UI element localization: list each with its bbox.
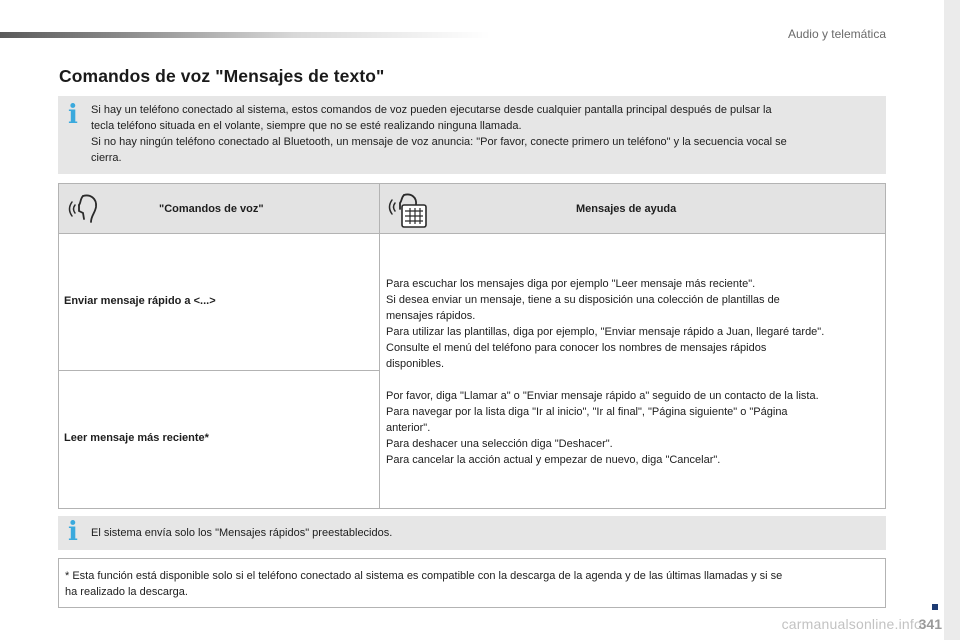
page-number: 341: [918, 616, 942, 632]
header-cell-commands: [59, 184, 379, 233]
help-line: mensajes rápidos.: [386, 310, 476, 322]
footnote-box: [58, 558, 886, 608]
info-line: tecla teléfono situada en el volante, siempre que no se esté realizando ninguna llamada.: [91, 120, 522, 132]
info-line: Si hay un teléfono conectado al sistema, estos comandos de voz pueden ejecutarse desde cualquier pantalla principal después de pulsar la: [91, 104, 772, 116]
footnote-line: ha realizado la descarga.: [65, 586, 188, 598]
table-header-row: [59, 184, 885, 234]
header-help-label: Mensajes de ayuda: [576, 203, 677, 215]
info-text: El sistema envía solo los "Mensajes rápidos" preestablecidos.: [91, 527, 393, 539]
help-line: Para cancelar la acción actual y empezar de nuevo, diga "Cancelar".: [386, 454, 721, 466]
header-gradient-bar: [0, 32, 490, 38]
command-send-quick-message: Enviar mensaje rápido a <...>: [64, 295, 216, 307]
watermark: carmanualsonline.info: [781, 616, 922, 632]
voice-command-icon: [67, 191, 101, 230]
info-line: Si no hay ningún teléfono conectado al Bluetooth, un mensaje de voz anuncia: "Por favor, conecte primero un teléfono" y la secuencia vocal se: [91, 136, 787, 148]
help-text-block: [386, 276, 886, 372]
help-line: Consulte el menú del teléfono para conocer los nombres de mensajes rápidos: [386, 342, 767, 354]
info-box-quick-messages: [58, 516, 886, 550]
column-divider: [379, 184, 380, 508]
footnote-text: [65, 568, 885, 600]
row-divider: [59, 370, 379, 371]
help-line: Para utilizar las plantillas, diga por ejemplo, "Enviar mensaje rápido a Juan, llegaré tarde".: [386, 326, 825, 338]
page-marker-square: [932, 604, 938, 610]
help-text-block: [386, 388, 886, 468]
section-label: Audio y telemática: [787, 27, 886, 41]
footnote-line: * Esta función está disponible solo si el teléfono conectado al sistema es compatible con la descarga de la agenda y de las últimas llamadas y si se: [65, 570, 783, 582]
info-line: cierra.: [91, 152, 122, 164]
help-line: disponibles.: [386, 358, 445, 370]
help-line: Por favor, diga "Llamar a" o "Enviar mensaje rápido a" seguido de un contacto de la lista.: [386, 390, 819, 402]
help-line: Para navegar por la lista diga "Ir al inicio", "Ir al final", "Página siguiente" o "Página: [386, 406, 788, 418]
command-read-latest-message: Leer mensaje más reciente*: [64, 432, 209, 444]
info-box-phone-connected: [58, 96, 886, 174]
help-line: Si desea enviar un mensaje, tiene a su disposición una colección de plantillas de: [386, 294, 780, 306]
page-title: Comandos de voz "Mensajes de texto": [59, 66, 385, 86]
help-line: anterior".: [386, 422, 431, 434]
page-edge-strip: [944, 0, 960, 640]
voice-commands-table: [58, 183, 886, 509]
info-icon: i: [68, 517, 78, 547]
help-line: Para escuchar los mensajes diga por ejemplo "Leer mensaje más reciente".: [386, 278, 756, 290]
header-commands-label: "Comandos de voz": [159, 203, 264, 215]
header-cell-help: [380, 184, 885, 233]
info-text: [91, 102, 876, 166]
help-line: Para deshacer una selección diga "Deshacer".: [386, 438, 613, 450]
info-icon: i: [68, 100, 78, 130]
voice-keyboard-icon: [386, 191, 428, 234]
